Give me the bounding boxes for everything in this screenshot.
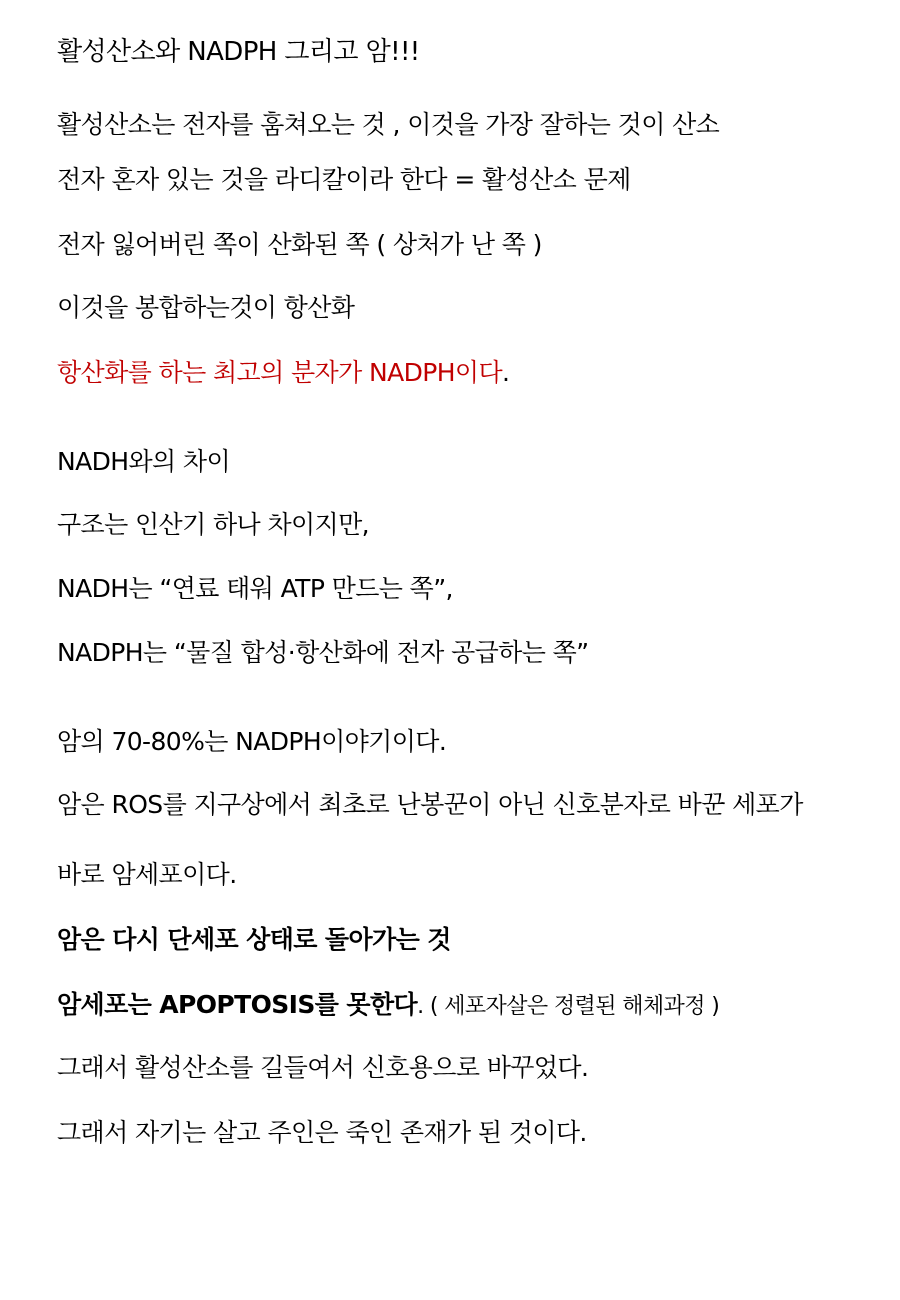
text-line-4: 이것을 봉합하는것이 항산화 bbox=[57, 293, 355, 322]
text-line-16: 그래서 자기는 살고 주인은 죽인 존재가 된 것이다. bbox=[57, 1118, 587, 1147]
text-line-2: 전자 혼자 있는 것을 라디칼이라 한다 = 활성산소 문제 bbox=[57, 165, 631, 194]
highlight-period: . bbox=[502, 358, 510, 387]
text-line-8: NADH는 “연료 태워 ATP 만드는 쪽”, bbox=[57, 574, 453, 603]
bold-line-1: 암은 다시 단세포 상태로 돌아가는 것 bbox=[57, 925, 451, 954]
highlight-text: 항산화를 하는 최고의 분자가 NADPH이다 bbox=[57, 358, 503, 387]
text-line-11: 암은 ROS를 지구상에서 최초로 난봉꾼이 아닌 신호분자로 바꾼 세포가 bbox=[57, 790, 803, 819]
parenthetical-note: . ( 세포자살은 정렬된 해체과정 ) bbox=[417, 994, 720, 1019]
text-line-1: 활성산소는 전자를 훔쳐오는 것 , 이것을 가장 잘하는 것이 산소 bbox=[57, 110, 720, 139]
bold-text: 암세포는 APOPTOSIS를 못한다 bbox=[57, 990, 418, 1019]
text-line-9: NADPH는 “물질 합성·항산화에 전자 공급하는 쪽” bbox=[57, 638, 589, 667]
text-line-12: 바로 암세포이다. bbox=[57, 860, 237, 889]
text-line-10: 암의 70-80%는 NADPH이야기이다. bbox=[57, 727, 447, 756]
document-title: 활성산소와 NADPH 그리고 암!!! bbox=[57, 37, 420, 67]
text-line-15: 그래서 활성산소를 길들여서 신호용으로 바꾸었다. bbox=[57, 1053, 589, 1082]
text-line-3: 전자 잃어버린 쪽이 산화된 쪽 ( 상처가 난 쪽 ) bbox=[57, 230, 542, 259]
highlight-line bbox=[57, 357, 509, 389]
bold-line-2 bbox=[57, 989, 719, 1023]
section-heading-nadh: NADH와의 차이 bbox=[57, 447, 230, 476]
text-line-7: 구조는 인산기 하나 차이지만, bbox=[57, 510, 369, 539]
